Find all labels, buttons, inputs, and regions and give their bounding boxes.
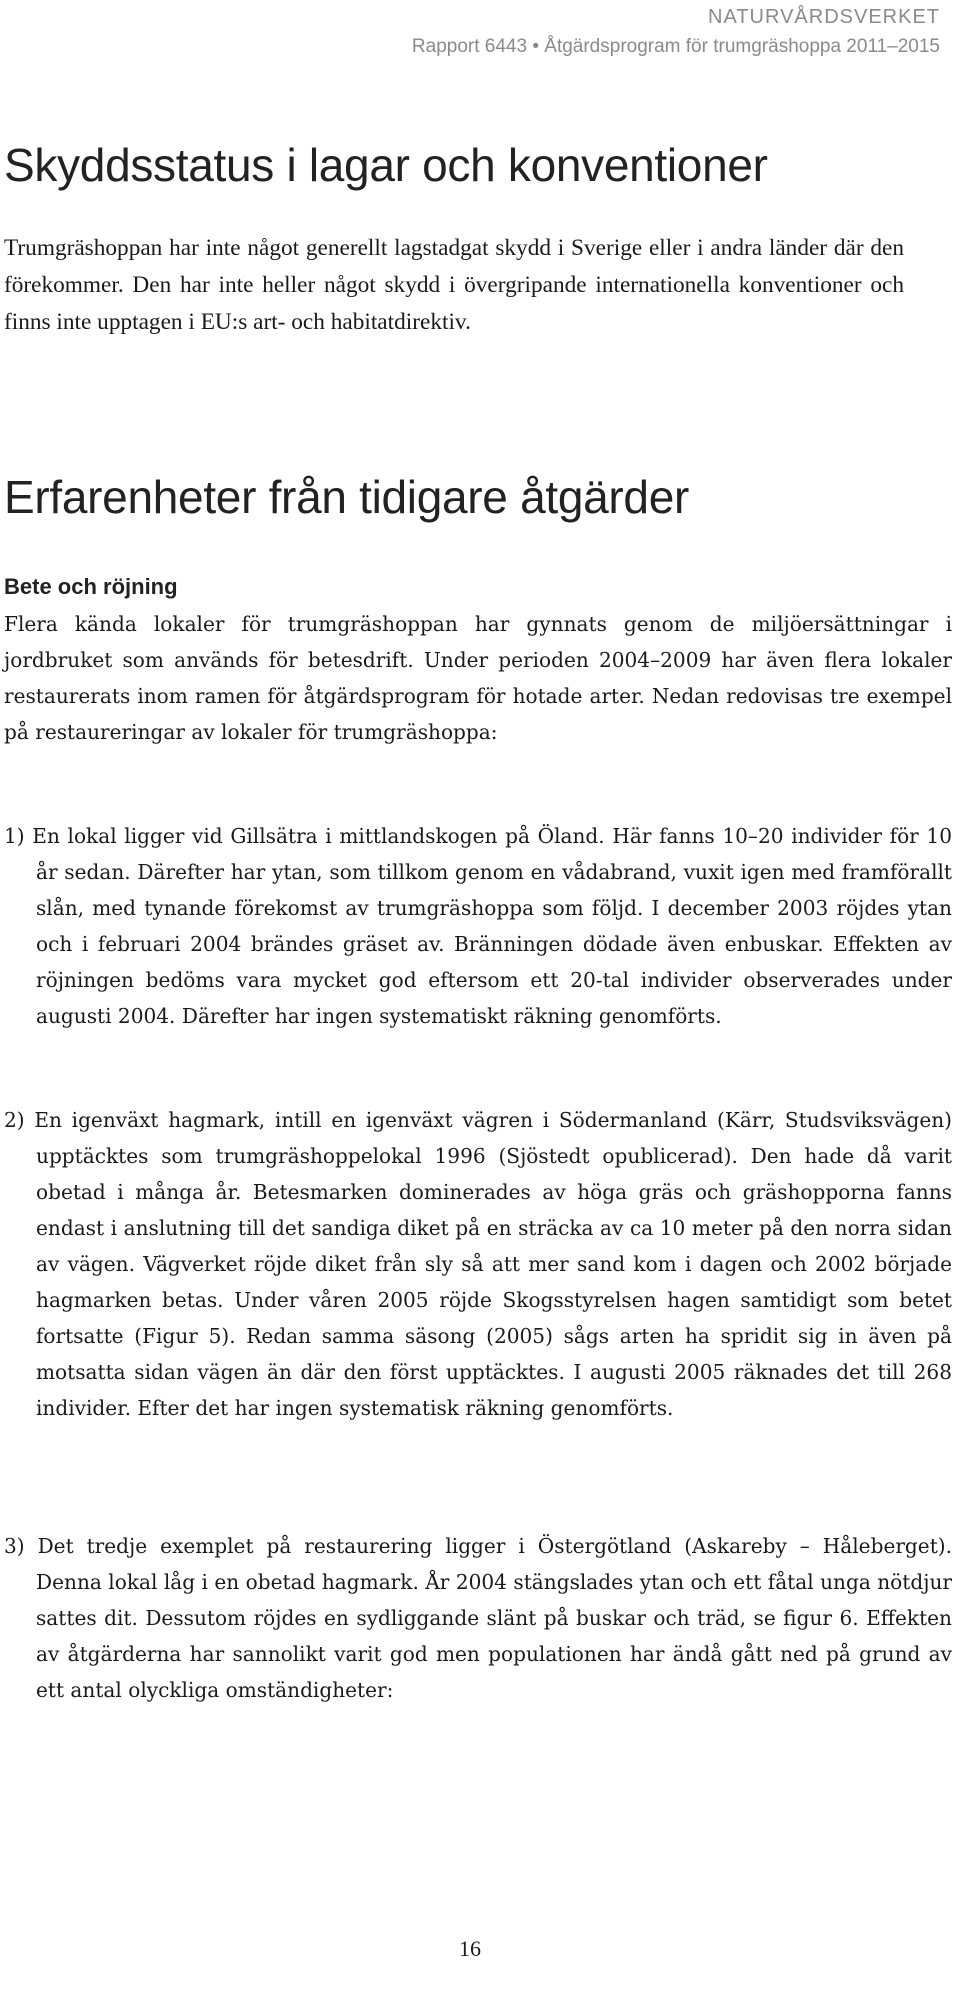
running-header bbox=[412, 2, 940, 62]
example-3-paragraph: 3) Det tredje exemplet på restaurering ligger i Östergötland (Askareby – Håleberget). Denna lokal låg i en obetad hagmark. År 2004 stängslades ytan och ett fåtal unga nötdjur sattes dit. Dessutom röjdes en sydliggande slänt på buskar och träd, se figur 6. Effekten av åtgärderna har sannolikt varit god men populationen har ändå gått ned på grund av ett antal olyckliga omständigheter: bbox=[4, 1534, 952, 1702]
grazing-intro-paragraph: Flera kända lokaler för trumgräshoppan har gynnats genom de miljöersättningar i jordbruket som används för betesdrift. Under perioden 2004–2009 har även flera lokaler restaurerats inom ramen för åtgärdsprogram för hotade arter. Nedan redovisas tre exempel på restaureringar av lokaler för trumgräshoppa: bbox=[4, 612, 952, 744]
subheading-grazing-clearing: Bete och röjning bbox=[4, 574, 178, 599]
section-heading-previous-measures: Erfarenheter från tidigare åtgärder bbox=[4, 471, 690, 523]
protection-status-paragraph: Trumgräshoppan har inte något generellt lagstadgat skydd i Sverige eller i andra länder där den förekommer. Den har inte heller något skydd i övergripande internationella konventioner och finns inte upptagen i EU:s art- och habitatdirektiv. bbox=[4, 235, 904, 335]
section-heading-protection-status: Skyddsstatus i lagar och konventioner bbox=[4, 139, 768, 191]
page-number: 16 bbox=[459, 1936, 481, 1961]
report-title: Rapport 6443 • Åtgärdsprogram för trumgräshoppa 2011–2015 bbox=[411, 36, 940, 57]
example-2-paragraph: 2) En igenväxt hagmark, intill en igenväxt vägren i Södermanland (Kärr, Studsviksvägen) upptäcktes som trumgräshoppelokal 1996 (Sjöstedt opublicerad). Den hade då varit obetad i många år. Betesmarken dominerades av höga gräs och gräshopporna fanns endast i anslutning till det sandiga diket på en sträcka av ca 10 meter på den norra sidan av vägen. Vägverket röjde diket från sly så att mer sand kom i dagen och 2002 började hagmarken betas. Under våren 2005 röjde Skogsstyrelsen hagen samtidigt som betet fortsatte (Figur 5). Redan samma säsong (2005) sågs arten ha spridit sig in även på motsatta sidan vägen än där den först upptäcktes. I augusti 2005 räknades det till 268 individer. Efter det har ingen systematisk räkning genomförts. bbox=[4, 1108, 952, 1420]
example-1-paragraph: 1) En lokal ligger vid Gillsätra i mittlandskogen på Öland. Här fanns 10–20 individer för 10 år sedan. Därefter har ytan, som tillkom genom en vådabrand, vuxit igen med framförallt slån, med tynande förekomst av trumgräshoppa som följd. I december 2003 röjdes ytan och i februari 2004 brändes gräset av. Bränningen dödade även enbuskar. Effekten av röjningen bedöms vara mycket god eftersom ett 20-tal individer observerades under augusti 2004. Därefter har ingen systematiskt räkning genomförts. bbox=[4, 824, 952, 1028]
publisher-name: NATURVÅRDSVERKET bbox=[708, 6, 940, 28]
